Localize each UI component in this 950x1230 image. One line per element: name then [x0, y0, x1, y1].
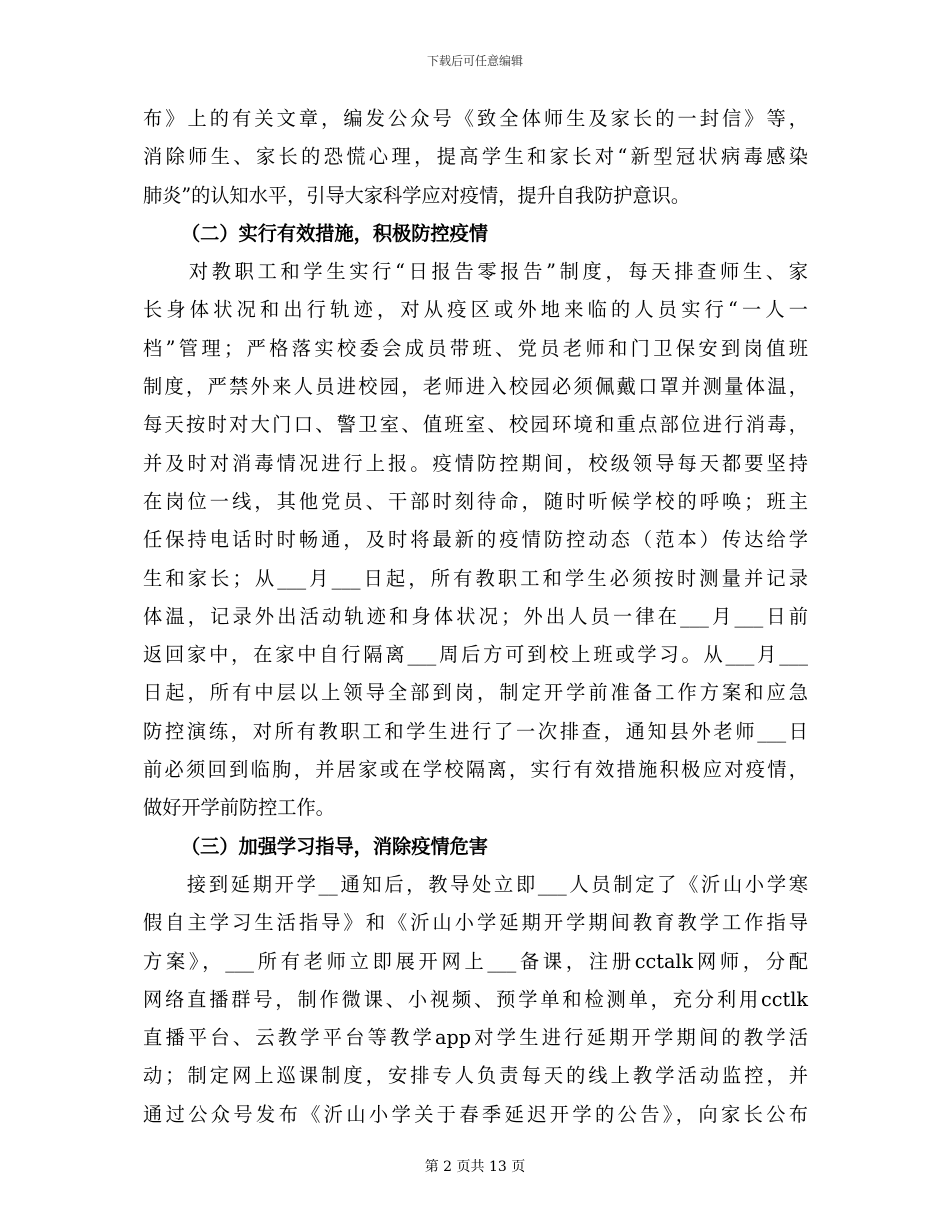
text-line: 假自主学习生活指导》和《沂山小学延期开学期间教育教学工作指导	[143, 911, 808, 935]
text-line: 直播平台、云教学平台等教学app对学生进行延期开学期间的教学活	[143, 1026, 808, 1050]
section-heading: （二）实行有效措施，积极防控疫情	[181, 221, 488, 245]
text-line: 动；制定网上巡课制度，安排专人负责每天的线上教学活动监控，并	[143, 1064, 808, 1088]
text-line: 布》上的有关文章，编发公众号《致全体师生及家长的一封信》等，	[143, 107, 808, 130]
text-line: 接到延期开学__通知后，教导处立即___人员制定了《沂山小学寒	[143, 872, 808, 896]
text-line: 网络直播群号，制作微课、小视频、预学单和检测单，充分利用cctlk	[143, 987, 808, 1011]
text-line: 对教职工和学生实行“日报告零报告”制度，每天排查师生、家	[143, 260, 808, 284]
text-line: 长身体状况和出行轨迹，对从疫区或外地来临的人员实行“一人一	[143, 298, 808, 322]
text-line: 方案》，___所有老师立即展开网上___备课，注册cctalk网师，分配	[143, 949, 808, 973]
text-line: 防控演练，对所有教职工和学生进行了一次排查，通知县外老师___日	[143, 719, 808, 743]
page-number: 第 2 页共 13 页	[424, 1159, 526, 1175]
text-line: 日起，所有中层以上领导全部到岗，制定开学前准备工作方案和应急	[143, 681, 808, 705]
text-line: 返回家中，在家中自行隔离___周后方可到校上班或学习。从___月___	[143, 643, 808, 667]
text-line: 并及时对消毒情况进行上报。疫情防控期间，校级领导每天都要坚持	[143, 451, 808, 475]
document-body	[143, 100, 808, 1134]
text-line: 制度，严禁外来人员进校园，老师进入校园必须佩戴口罩并测量体温，	[143, 375, 808, 399]
text-line: 任保持电话时时畅通，及时将最新的疫情防控动态（范本）传达给学	[143, 528, 808, 552]
section-heading: （三）加强学习指导，消除疫情危害	[181, 834, 488, 858]
text-line: 消除师生、家长的恐慌心理，提高学生和家长对“新型冠状病毒感染	[143, 145, 808, 169]
text-line: 肺炎”的认知水平，引导大家科学应对疫情，提升自我防护意识。	[143, 183, 691, 207]
page-header: 下载后可任意编辑	[426, 54, 523, 68]
text-line: 做好开学前防控工作。	[143, 796, 335, 820]
text-line: 每天按时对大门口、警卫室、值班室、校园环境和重点部位进行消毒，	[143, 413, 808, 437]
text-line: 前必须回到临朐，并居家或在学校隔离，实行有效措施积极应对疫情，	[143, 758, 808, 782]
text-line: 在岗位一线，其他党员、干部时刻待命，随时听候学校的呼唤；班主	[143, 489, 808, 513]
text-line: 通过公众号发布《沂山小学关于春季延迟开学的公告》，向家长公布	[143, 1102, 808, 1126]
text-line: 档”管理；严格落实校委会成员带班、党员老师和门卫保安到岗值班	[143, 336, 808, 360]
text-line: 生和家长；从___月___日起，所有教职工和学生必须按时测量并记录	[143, 566, 808, 590]
text-line: 体温，记录外出活动轨迹和身体状况；外出人员一律在___月___日前	[143, 604, 808, 628]
